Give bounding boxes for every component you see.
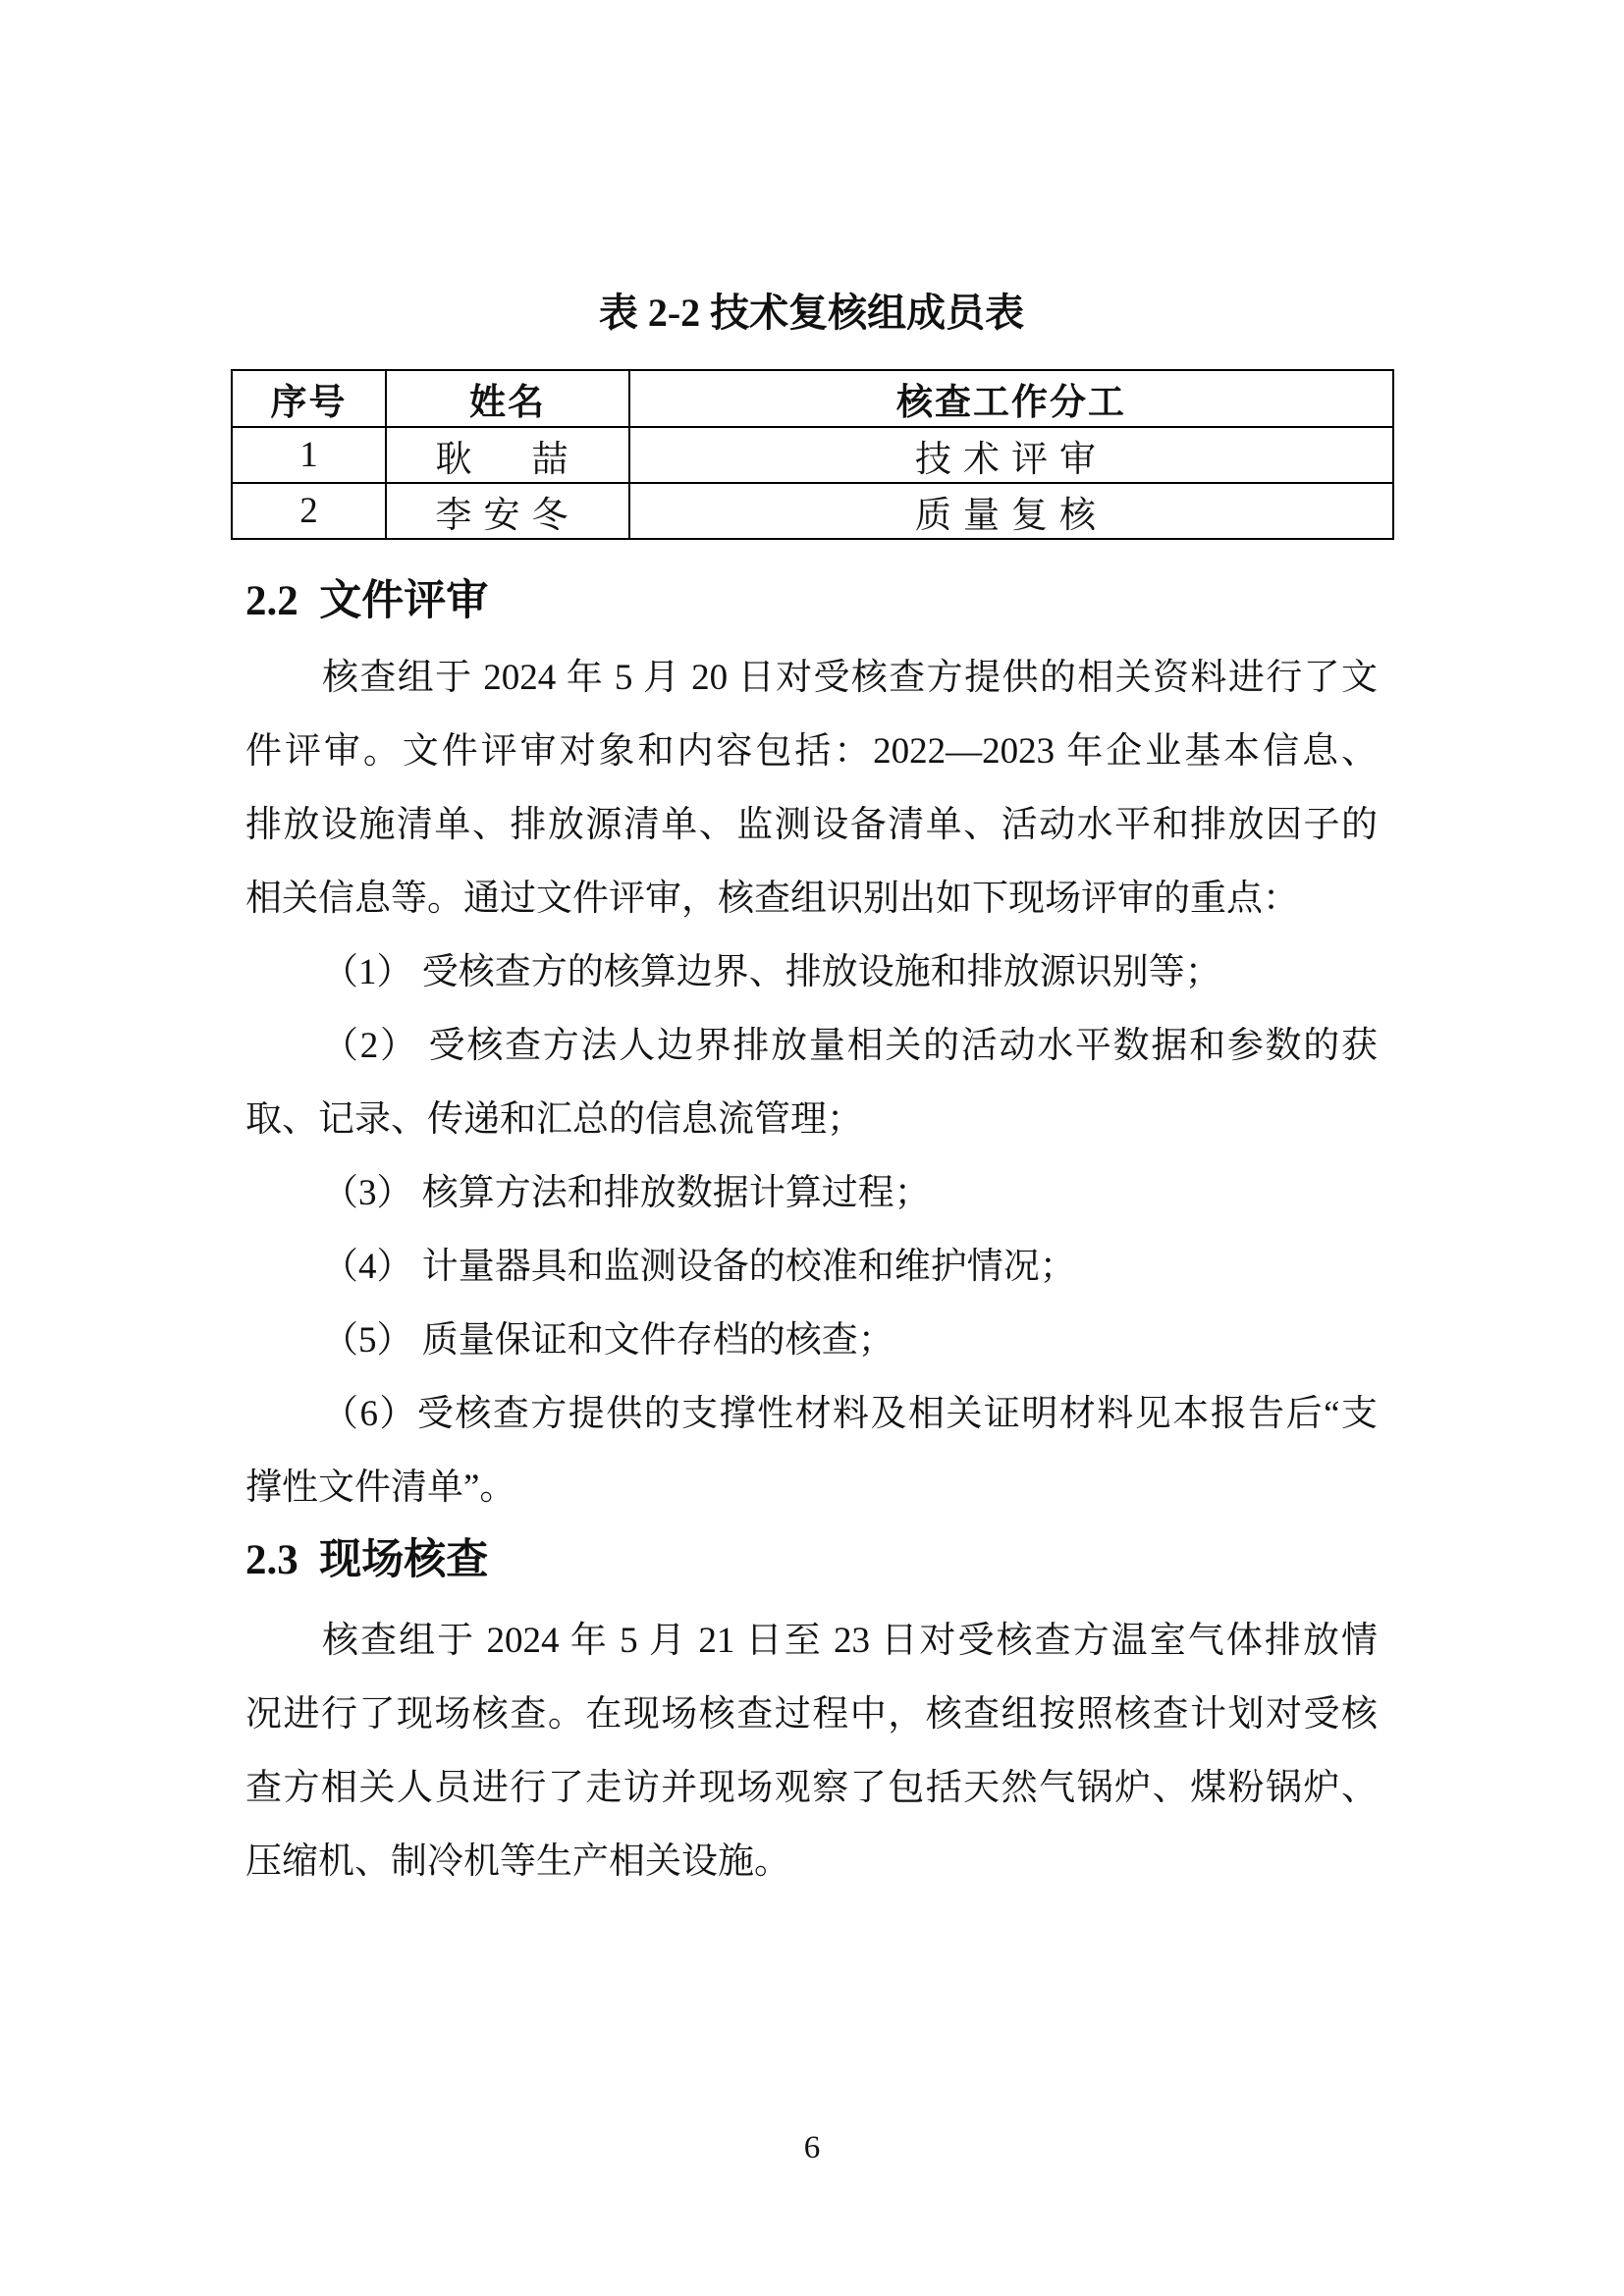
list-item-line: （5） 质量保证和文件存档的核查； xyxy=(322,1320,894,1361)
list-item-line: （4） 计量器具和监测设备的校准和维护情况； xyxy=(322,1247,1076,1287)
header-cell-role: 核查工作分工 xyxy=(629,370,1393,427)
cell-row1-role: 技术评审 xyxy=(629,427,1393,483)
cell-row1-name: 耿 喆 xyxy=(386,427,629,483)
list-item-line: （6）受核查方提供的支撑性材料及相关证明材料见本报告后“支 xyxy=(322,1394,1378,1434)
section-heading-2-2: 2.2 文件评审 xyxy=(245,578,489,624)
list-item-line: （2） 受核查方法人边界排放量相关的活动水平数据和参数的获 xyxy=(322,1026,1378,1066)
paragraph-line: 况进行了现场核查。在现场核查过程中，核查组按照核查计划对受核 xyxy=(245,1694,1378,1735)
section-heading-2-3: 2.3 现场核查 xyxy=(245,1537,489,1583)
list-item-line: 撑性文件清单”。 xyxy=(245,1468,516,1508)
page-number: 6 xyxy=(803,2130,821,2165)
list-item-line: 取、记录、传递和汇总的信息流管理； xyxy=(245,1099,863,1140)
table-row xyxy=(232,427,1393,483)
cell-row1-no: 1 xyxy=(232,427,386,483)
section-2-2-item-list xyxy=(245,935,1378,1524)
paragraph-line: 相关信息等。通过文件评审，核查组识别出如下现场评审的重点： xyxy=(245,879,1299,919)
table-row xyxy=(232,483,1393,539)
section-2-2-paragraph xyxy=(245,641,1378,935)
list-item-line: （1） 受核查方的核算边界、排放设施和排放源识别等； xyxy=(322,952,1221,992)
paragraph-line: 件评审。文件评审对象和内容包括：2022—2023 年企业基本信息、 xyxy=(245,731,1378,772)
cell-row2-name: 李安冬 xyxy=(386,483,629,539)
members-table xyxy=(231,369,1394,540)
header-cell-name: 姓名 xyxy=(386,370,629,427)
table-caption: 表 2-2 技术复核组成员表 xyxy=(598,291,1025,335)
paragraph-line: 核查组于 2024 年 5 月 20 日对受核查方提供的相关资料进行了文 xyxy=(322,658,1378,698)
paragraph-line: 核查组于 2024 年 5 月 21 日至 23 日对受核查方温室气体排放情 xyxy=(322,1621,1378,1661)
paragraph-line: 压缩机、制冷机等生产相关设施。 xyxy=(245,1842,790,1882)
section-2-3-paragraph xyxy=(245,1604,1378,1898)
paragraph-line: 排放设施清单、排放源清单、监测设备清单、活动水平和排放因子的 xyxy=(245,805,1378,845)
cell-row2-no: 2 xyxy=(232,483,386,539)
table-header-row xyxy=(232,370,1393,427)
cell-row2-role: 质量复核 xyxy=(629,483,1393,539)
paragraph-line: 查方相关人员进行了走访并现场观察了包括天然气锅炉、煤粉锅炉、 xyxy=(245,1768,1378,1808)
list-item-line: （3） 核算方法和排放数据计算过程； xyxy=(322,1173,931,1213)
header-cell-no: 序号 xyxy=(232,370,386,427)
